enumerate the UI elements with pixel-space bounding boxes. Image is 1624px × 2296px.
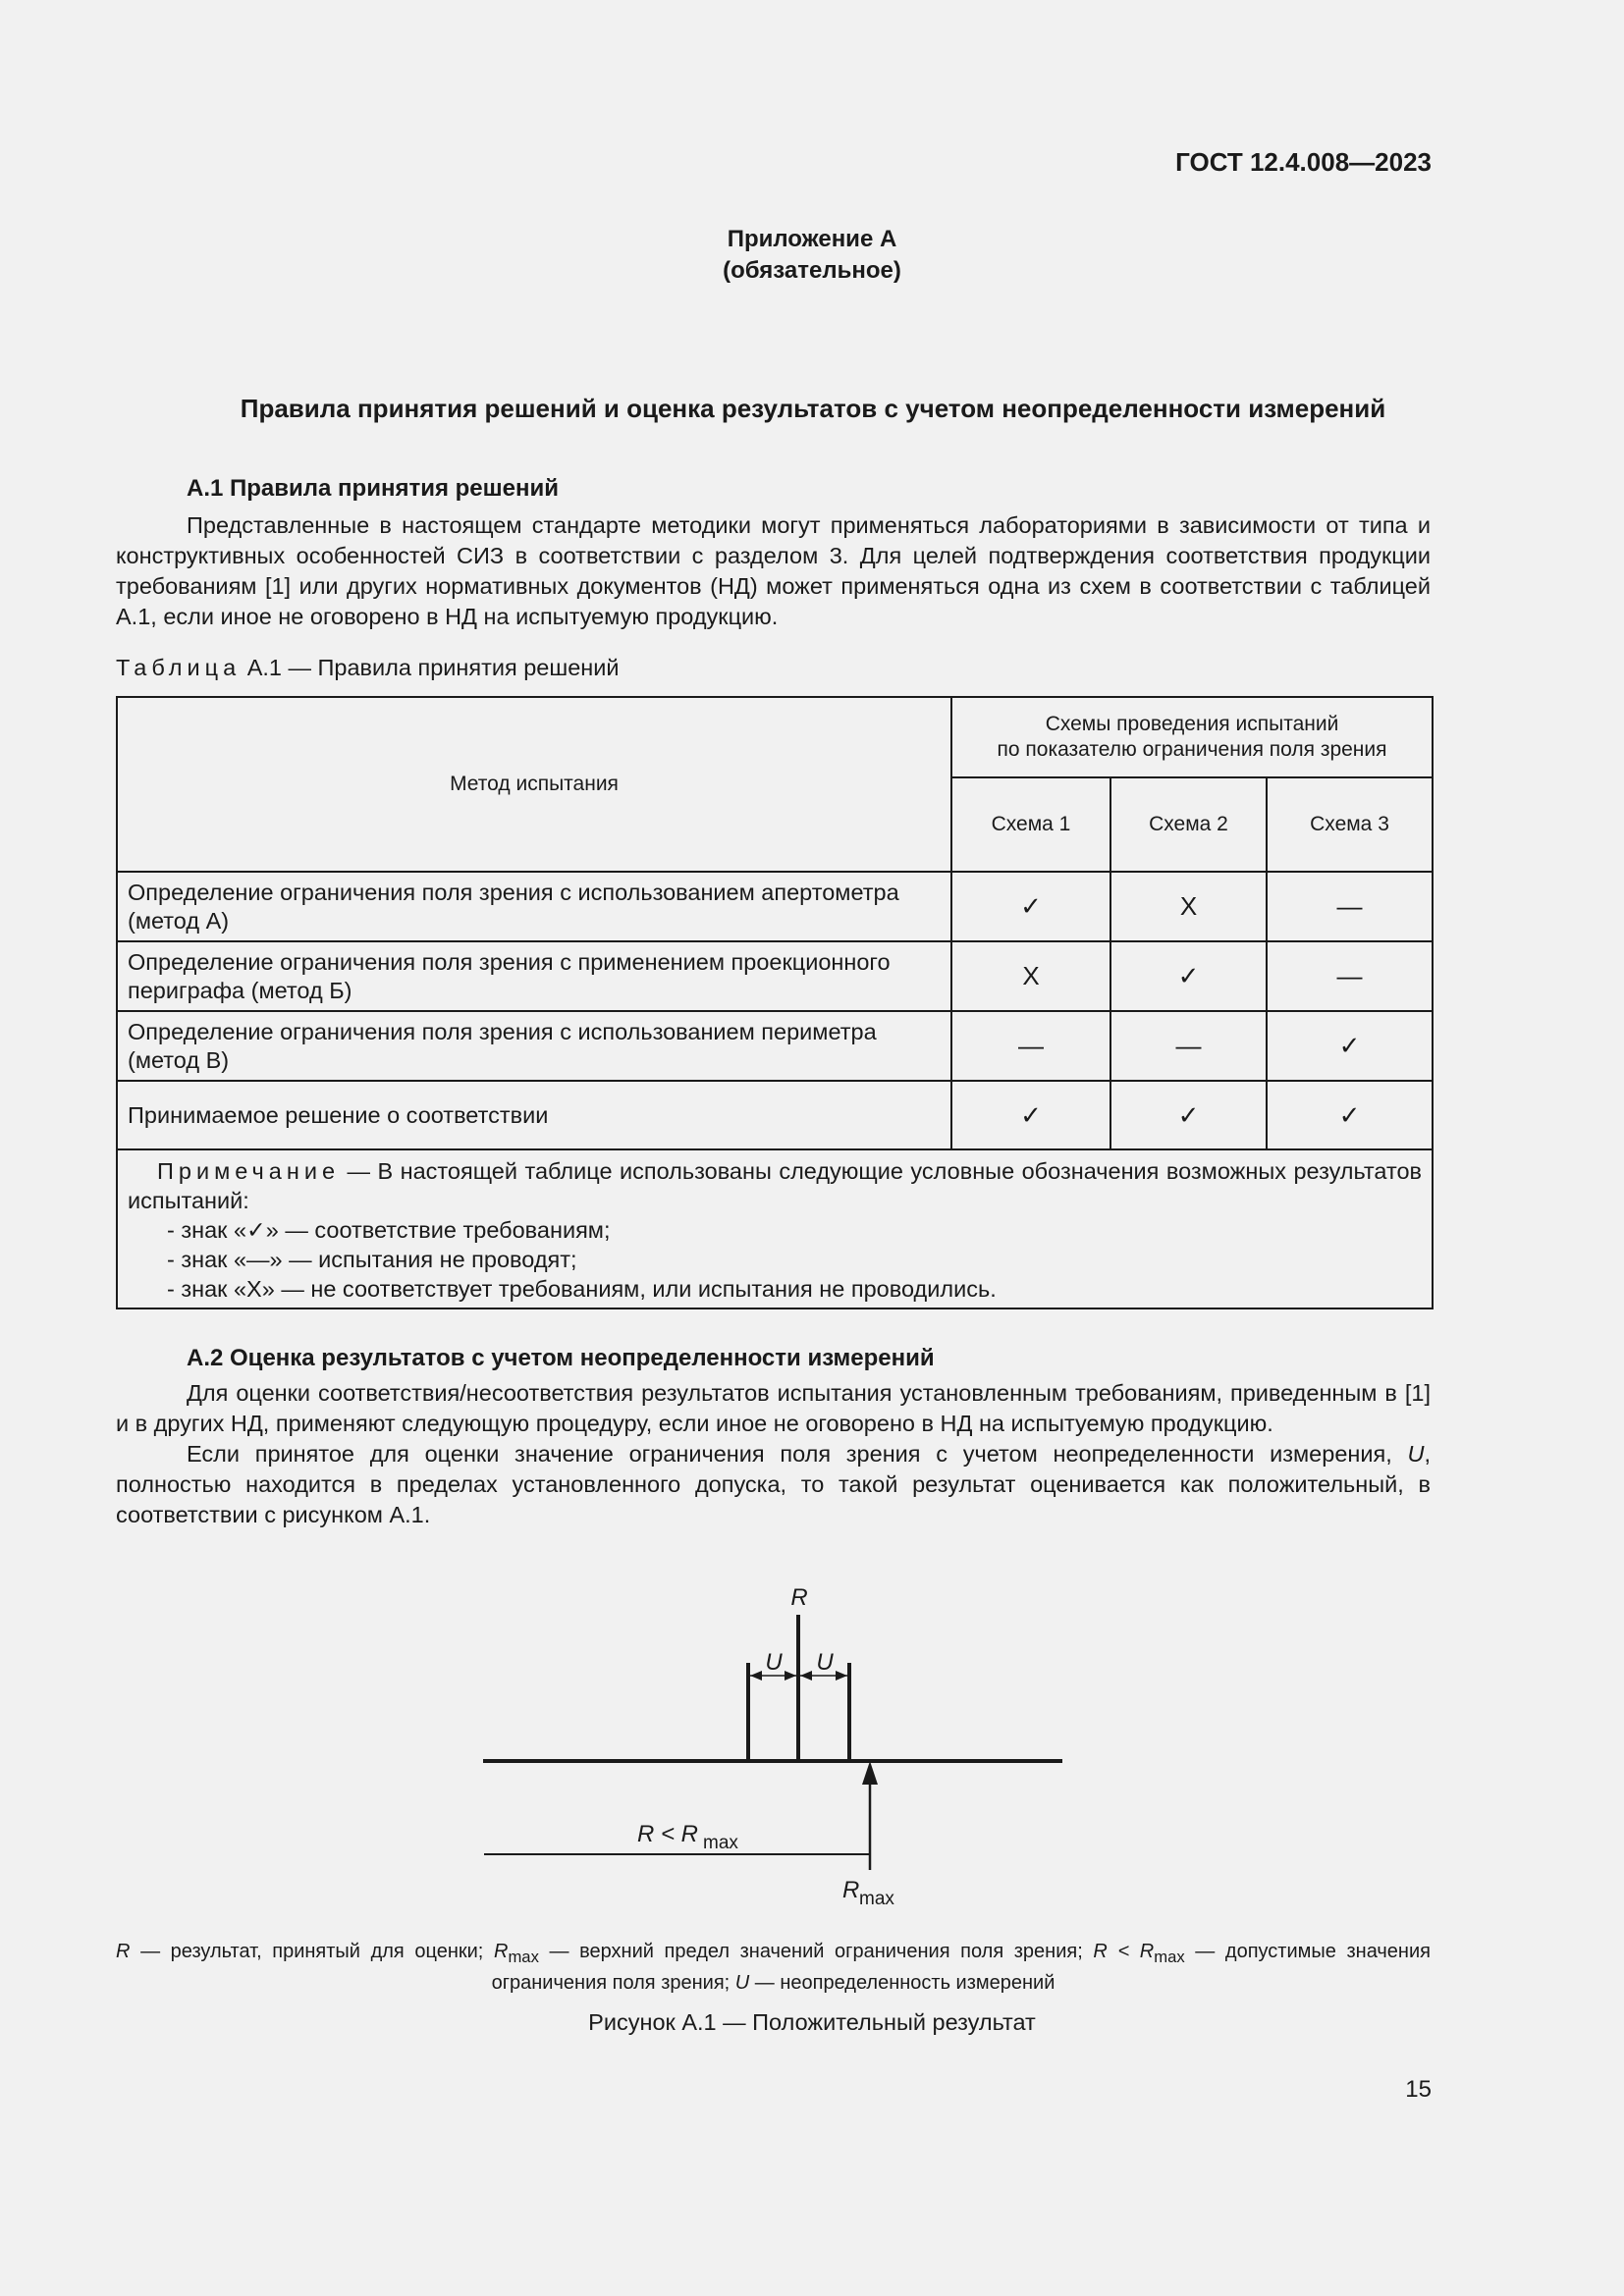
section-a2-var-u: U [1407, 1441, 1425, 1467]
table-row [117, 1011, 1433, 1081]
section-a2-heading: А.2 Оценка результатов с учетом неопределенности измерений [187, 1345, 935, 1371]
main-title: Правила принятия решений и оценка результатов с учетом неопределенности измерений [240, 394, 1386, 423]
method-cell: Определение ограничения поля зрения с применением проекционного периграфа (метод Б) [117, 941, 951, 1011]
table-caption-text: А.1 — Правила принятия решений [246, 655, 620, 680]
scheme-2-cell: ✓ [1110, 1081, 1267, 1149]
scheme-1-cell: ✓ [951, 1081, 1110, 1149]
list-item: - знак «✓» — соответствие требованиям; [167, 1217, 611, 1243]
table-row [117, 941, 1433, 1011]
legend-rmax-desc: — верхний предел значений ограничения поля зрения; [538, 1941, 1094, 1962]
section-a1-paragraph [116, 510, 1431, 632]
section-a2-text-2b: , полностью находится в пределах установленного допуска, то такой результат оценивается как положительный, в соответствии с рисунком А.1. [116, 1441, 1431, 1527]
legend-u: U [734, 1972, 750, 1994]
schemes-header-line1: Схемы проведения испытаний [1045, 713, 1339, 735]
scheme-3-cell: — [1267, 872, 1433, 941]
scheme-3-cell: ✓ [1267, 1011, 1433, 1081]
scheme-2-cell: — [1110, 1011, 1267, 1081]
legend-r-lt-desc: — допустимые значения ограничения поля зрения; [491, 1941, 1431, 1994]
decision-rules-table [116, 696, 1434, 1309]
method-cell: Принимаемое решение о соответствии [117, 1081, 951, 1149]
method-cell: Определение ограничения поля зрения с использованием периметра (метод В) [117, 1011, 951, 1081]
scheme-3-cell: ✓ [1267, 1081, 1433, 1149]
note-label: Примечание [157, 1158, 341, 1184]
scheme-1-cell: — [951, 1011, 1110, 1081]
list-item: - знак «Х» — не соответствует требованиям, или испытания не проводились. [167, 1276, 997, 1302]
table-note [117, 1149, 1433, 1308]
scheme-1-cell: ✓ [951, 872, 1110, 941]
scheme-2-cell: X [1110, 872, 1267, 941]
method-cell: Определение ограничения поля зрения с использованием апертометра (метод А) [117, 872, 951, 941]
legend-rmax: R [493, 1941, 509, 1962]
legend-r-lt-sub: max [1154, 1948, 1185, 1966]
label-u-left: U [765, 1649, 783, 1676]
scheme-1-cell: X [951, 941, 1110, 1011]
list-item: - знак «—» — испытания не проводят; [167, 1247, 577, 1272]
table-note-intro [128, 1156, 1422, 1215]
table-row [117, 1081, 1433, 1149]
section-a2-text-2a: Если принятое для оценки значение ограничения поля зрения с учетом неопределенности измерения, [187, 1441, 1408, 1467]
legend-r: R [116, 1941, 131, 1962]
scheme-2-cell: ✓ [1110, 941, 1267, 1011]
section-a2-paragraph-1 [116, 1378, 1431, 1439]
label-rmax: R [842, 1877, 860, 1903]
note-list [128, 1215, 1422, 1304]
label-r-less-rmax-sub: max [703, 1833, 738, 1853]
scheme-2-header: Схема 2 [1110, 777, 1267, 872]
figure-caption: Рисунок А.1 — Положительный результат [588, 2009, 1036, 2035]
legend-r-lt: R < R [1093, 1941, 1155, 1962]
table-caption-label: Таблица [116, 655, 242, 680]
schemes-header [951, 697, 1433, 777]
scheme-3-cell: — [1267, 941, 1433, 1011]
table-row [117, 872, 1433, 941]
legend-u-desc: — неопределенность измерений [749, 1972, 1056, 1994]
legend-r-desc: — результат, принятый для оценки; [130, 1941, 494, 1962]
appendix-heading [0, 224, 1624, 287]
appendix-status: (обязательное) [723, 257, 901, 284]
figure-legend [116, 1939, 1431, 1997]
label-rmax-sub: max [859, 1889, 894, 1909]
standard-id: ГОСТ 12.4.008—2023 [1175, 147, 1432, 177]
scheme-3-header: Схема 3 [1267, 777, 1433, 872]
note-text: — В настоящей таблице использованы следующие условные обозначения возможных результатов испытаний: [128, 1158, 1423, 1213]
figure-a1-diagram [0, 1571, 1624, 1924]
rmax-arrow-head [862, 1761, 878, 1785]
section-a1-heading: А.1 Правила принятия решений [187, 475, 559, 502]
schemes-header-line2: по показателю ограничения поля зрения [997, 738, 1387, 761]
scheme-1-header: Схема 1 [951, 777, 1110, 872]
label-r: R [790, 1584, 808, 1611]
section-a2-paragraph-2 [116, 1439, 1431, 1530]
label-u-right: U [816, 1649, 834, 1676]
appendix-title: Приложение А [727, 226, 897, 252]
label-r-less-rmax: R < R [637, 1821, 699, 1847]
section-a1-text: Представленные в настоящем стандарте методики могут применяться лабораториями в зависимости от типа и конструктивных особенностей СИЗ в соответствии с разделом 3. Для целей подтверждения соответствия продукции требованиям [1] или других нормативных документов (НД) может применяться одна из схем в соответствии с таблицей А.1, если иное не оговорено в НД на испытуемую продукцию. [116, 512, 1431, 629]
table-caption [116, 655, 620, 681]
page-number: 15 [1405, 2076, 1432, 2103]
legend-rmax-sub: max [508, 1948, 539, 1966]
method-header: Метод испытания [117, 697, 951, 872]
section-a2-text-1: Для оценки соответствия/несоответствия результатов испытания установленным требованиям, приведенным в [1] и в других НД, применяют следующую процедуру, если иное не оговорено в НД на испытуемую продукцию. [116, 1380, 1431, 1436]
